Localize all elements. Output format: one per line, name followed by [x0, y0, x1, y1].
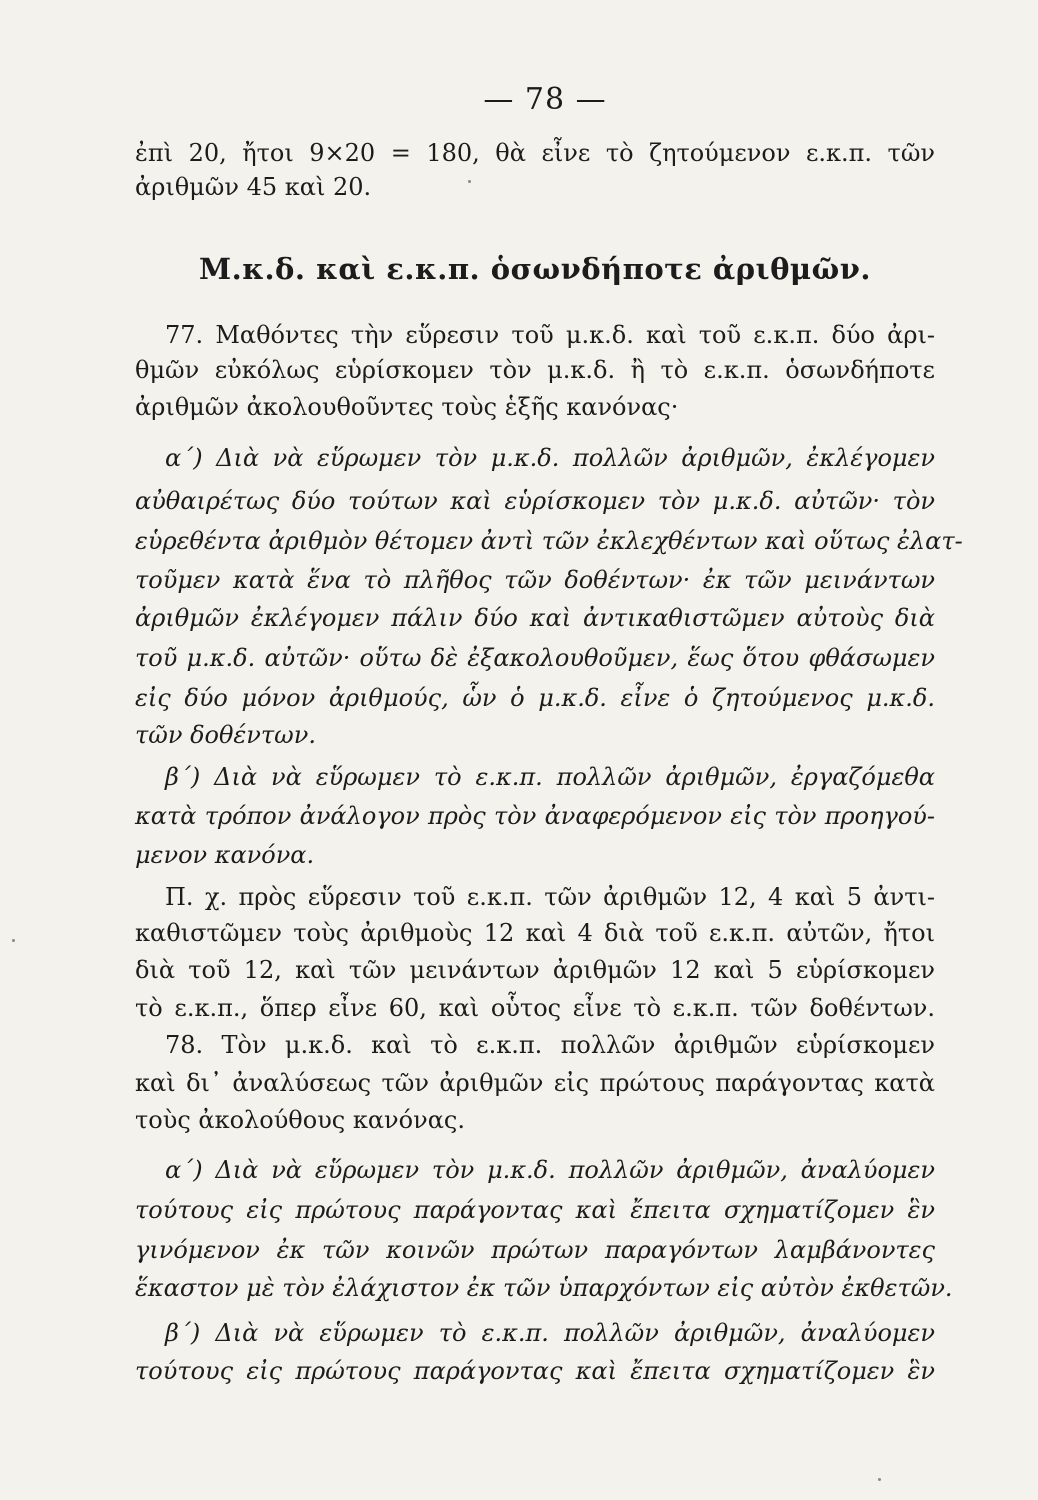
rule-a-line-7: εἰς δύο μόνον ἀριθμούς, ὧν ὁ μ.κ.δ. εἶνε ὁ ζητούμενος μ.κ.δ.: [135, 684, 935, 712]
rule-78a-line-1: α΄) Διὰ νὰ εὕρωμεν τὸν μ.κ.δ. πολλῶν ἀριθμῶν, ἀναλύομεν: [165, 1156, 935, 1184]
rule-78a-line-3: γινόμενον ἐκ τῶν κοινῶν πρώτων παραγόντων λαμβάνοντες: [135, 1236, 935, 1264]
page-number: — 78 —: [483, 82, 607, 117]
section-78-line-2: καὶ δι᾽ ἀναλύσεως τῶν ἀριθμῶν εἰς πρώτους παράγοντας κατὰ: [135, 1069, 935, 1097]
section-78-line-1: 78. Τὸν μ.κ.δ. καὶ τὸ ε.κ.π. πολλῶν ἀριθμῶν εὑρίσκομεν: [165, 1031, 935, 1059]
rule-78b-line-1: β΄) Διὰ νὰ εὕρωμεν τὸ ε.κ.π. πολλῶν ἀριθμῶν, ἀναλύομεν: [165, 1319, 935, 1347]
paper-speck: [12, 939, 15, 942]
text-line-4: θμῶν εὐκόλως εὑρίσκομεν τὸν μ.κ.δ. ἢ τὸ ε.κ.π. ὁσωνδήποτε: [135, 356, 935, 384]
rule-b-line-3: μενον κανόνα.: [135, 841, 315, 869]
rule-a-line-4: τοῦμεν κατὰ ἕνα τὸ πλῆθος τῶν δοθέντων· ἐκ τῶν μεινάντων: [135, 566, 935, 594]
section-78-line-3: τοὺς ἀκολούθους κανόνας.: [135, 1106, 465, 1134]
section-heading: Μ.κ.δ. καὶ ε.κ.π. ὁσωνδήποτε ἀριθμῶν.: [199, 252, 871, 286]
example-line-4: τὸ ε.κ.π., ὅπερ εἶνε 60, καὶ οὗτος εἶνε τὸ ε.κ.π. τῶν δοθέντων.: [135, 994, 935, 1022]
rule-78a-line-2: τούτους εἰς πρώτους παράγοντας καὶ ἔπειτα σχηματίζομεν ἓν: [135, 1196, 935, 1224]
paper-speck: [878, 1478, 881, 1481]
rule-b-line-2: κατὰ τρόπον ἀνάλογον πρὸς τὸν ἀναφερόμενον εἰς τὸν προηγού-: [135, 802, 935, 830]
rule-78b-line-2: τούτους εἰς πρώτους παράγοντας καὶ ἔπειτα σχηματίζομεν ἓν: [135, 1357, 935, 1385]
rule-a-line-2: αὐθαιρέτως δύο τούτων καὶ εὑρίσκομεν τὸν μ.κ.δ. αὐτῶν· τὸν: [135, 487, 935, 515]
rule-78a-line-4: ἕκαστον μὲ τὸν ἐλάχιστον ἐκ τῶν ὑπαρχόντων εἰς αὐτὸν ἐκθετῶν.: [135, 1274, 953, 1302]
text-line-3: 77. Μαθόντες τὴν εὕρεσιν τοῦ μ.κ.δ. καὶ τοῦ ε.κ.π. δύο ἀρι-: [165, 321, 935, 349]
example-line-1: Π. χ. πρὸς εὕρεσιν τοῦ ε.κ.π. τῶν ἀριθμῶν 12, 4 καὶ 5 ἀντι-: [165, 883, 935, 911]
rule-a-line-6: τοῦ μ.κ.δ. αὐτῶν· οὕτω δὲ ἐξακολουθοῦμεν, ἕως ὅτου φθάσωμεν: [135, 644, 935, 672]
rule-a-line-3: εὑρεθέντα ἀριθμὸν θέτομεν ἀντὶ τῶν ἐκλεχθέντων καὶ οὕτως ἐλατ-: [135, 527, 963, 555]
text-line-2: ἀριθμῶν 45 καὶ 20.: [135, 173, 372, 201]
rule-a-line-8: τῶν δοθέντων.: [135, 721, 316, 749]
example-line-2: καθιστῶμεν τοὺς ἀριθμοὺς 12 καὶ 4 διὰ τοῦ ε.κ.π. αὐτῶν, ἤτοι: [135, 919, 935, 947]
example-line-3: διὰ τοῦ 12, καὶ τῶν μεινάντων ἀριθμῶν 12 καὶ 5 εὑρίσκομεν: [135, 956, 935, 984]
text-line-1: ἐπὶ 20, ἤτοι 9×20 = 180, θὰ εἶνε τὸ ζητούμενον ε.κ.π. τῶν: [135, 139, 935, 167]
rule-a-line-5: ἀριθμῶν ἐκλέγομεν πάλιν δύο καὶ ἀντικαθιστῶμεν αὐτοὺς διὰ: [135, 604, 935, 632]
paper-speck: [468, 180, 471, 183]
rule-b-line-1: β΄) Διὰ νὰ εὕρωμεν τὸ ε.κ.π. πολλῶν ἀριθμῶν, ἐργαζόμεθα: [165, 763, 935, 791]
text-line-5: ἀριθμῶν ἀκολουθοῦντες τοὺς ἑξῆς κανόνας·: [135, 393, 679, 421]
rule-a-line-1: α΄) Διὰ νὰ εὕρωμεν τὸν μ.κ.δ. πολλῶν ἀριθμῶν, ἐκλέγομεν: [165, 444, 935, 472]
